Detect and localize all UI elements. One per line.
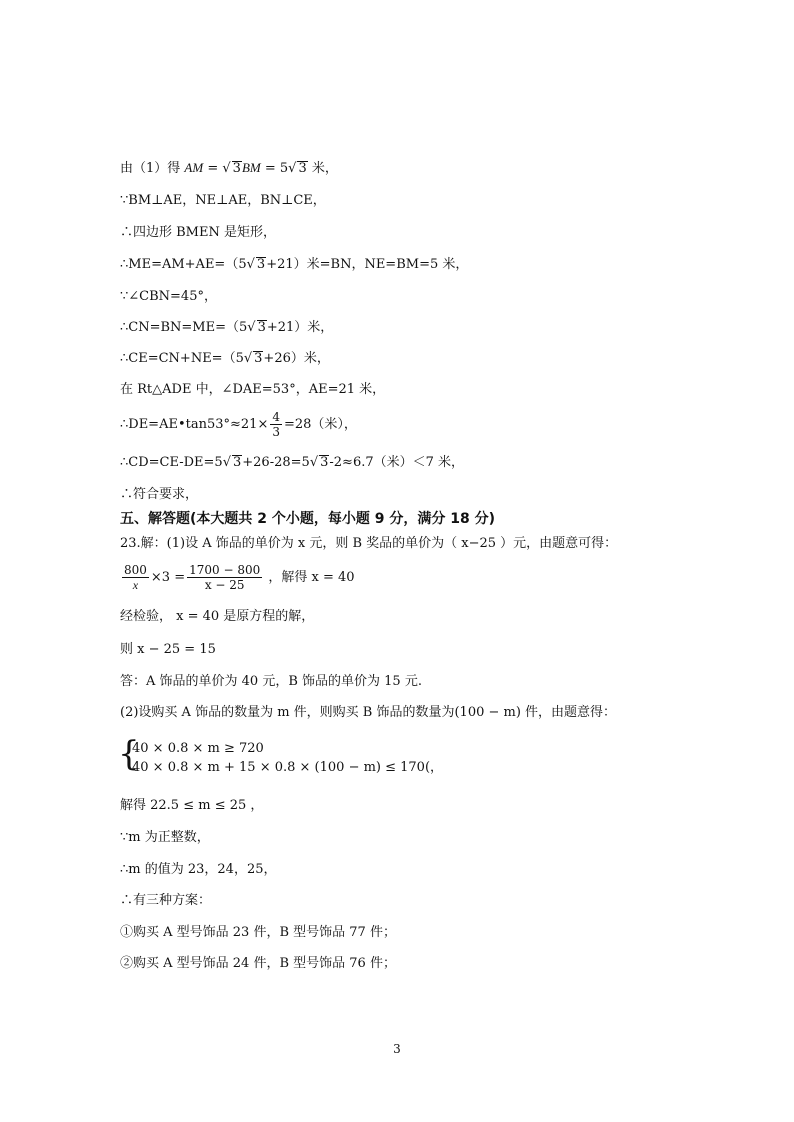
fraction: $\frac{1700 - 800}{x - 25}$ (189, 563, 261, 592)
solution-line: 解得 22.5 ≤ m ≤ 25 ， (120, 798, 264, 813)
solution-line: ∴有三种方案： (120, 893, 212, 908)
problem-line: 23.解：(1)设 A 饰品的单价为 x 元，则 B 奖品的单价为（ x−25 ）元，由题意可得： (120, 536, 618, 551)
problem-line: (2)设购买 A 饰品的数量为 m 件，则购买 B 饰品的数量为(100 − m) 件，由题意得： (120, 705, 617, 720)
solution-line: 在 Rt△ADE 中，∠DAE=53°，AE=21 米， (120, 382, 386, 397)
solution-line: ∴四边形 BMEN 是矩形， (120, 225, 276, 240)
solution-line-fraction: ∴DE=AE•tan53°≈21× $\frac{4}{3}$ =28（米）， (120, 410, 357, 439)
fraction: $\frac{800}{x}$ (124, 563, 147, 592)
solution-line: ∵BM⊥AE，NE⊥AE，BN⊥CE， (120, 193, 326, 208)
solution-line: ∵m 为正整数， (120, 830, 210, 845)
inequality-system (132, 739, 443, 777)
solution-line: ∴CD=CE-DE=5√ 3+26-28=5√ 3-2≈6.7（米）＜7 米， (120, 455, 465, 470)
solution-line: ∵∠CBN=45°， (120, 289, 217, 304)
solution-line: ∴CN=BN=ME=（5√ 3+21）米， (120, 320, 334, 335)
sqrt-symbol: √ (243, 351, 253, 366)
page-number: 3 (393, 1042, 401, 1056)
solution-line: 则 x − 25 = 15 (120, 642, 216, 657)
plan-item: ②购买 A 型号饰品 24 件，B 型号饰品 76 件； (120, 956, 396, 971)
inequality-1: 40 × 0.8 × m ≥ 720 (132, 741, 264, 756)
solution-line-am: 由（1）得 AM = √ 3BM = 5√ 3 米， (120, 160, 338, 176)
solution-line: ∴ME=AM+AE=（5√ 3+21）米=BN，NE=BM=5 米， (120, 257, 469, 272)
sqrt-symbol: √ (246, 257, 255, 272)
left-brace: { (118, 734, 140, 774)
equation-line: $\frac{800}{x}$ ×3 = $\frac{1700 - 800}{x - 25}$ ，解得 x = 40 (124, 563, 355, 592)
answer-line: 答：A 饰品的单价为 40 元，B 饰品的单价为 15 元. (120, 674, 422, 689)
solution-line: ∴m 的值为 23，24，25， (120, 862, 277, 877)
sqrt-symbol: √ (222, 455, 231, 470)
fraction: $\frac{4}{3}$ (272, 410, 280, 439)
section-heading: 五、解答题(本大题共 2 个小题，每小题 9 分，满分 18 分) (120, 511, 496, 527)
solution-line: 经检验， x = 40 是原方程的解， (120, 609, 315, 624)
sqrt-symbol: √ (247, 320, 256, 335)
solution-line: ∴符合要求， (120, 487, 199, 502)
sqrt-symbol: √ (288, 161, 297, 176)
sqrt-symbol: √ (222, 161, 231, 176)
inequality-2: 40 × 0.8 × m + 15 × 0.8 × (100 − m) ≤ 170(， (132, 760, 444, 775)
plan-item: ①购买 A 型号饰品 23 件，B 型号饰品 77 件； (120, 925, 396, 940)
solution-line: ∴CE=CN+NE=（5√ 3+26）米， (120, 351, 330, 366)
sqrt-symbol: √ (309, 455, 319, 470)
